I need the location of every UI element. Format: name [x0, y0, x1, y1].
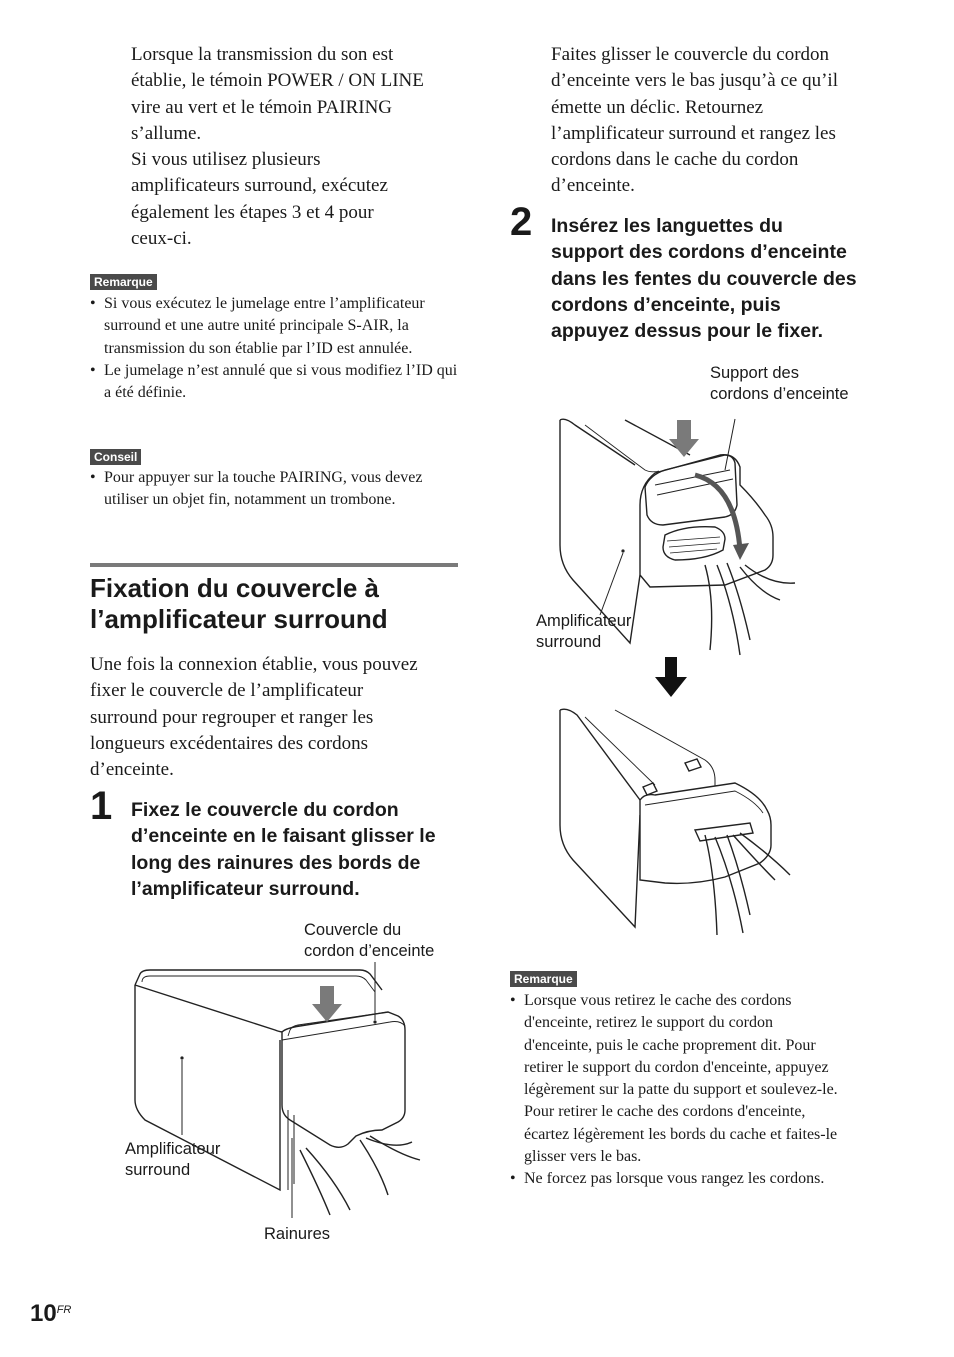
step-2-instruction: [551, 213, 891, 344]
remarque-list-left: [90, 293, 458, 404]
text-line: d’enceinte vers le bas jusqu’à ce qu’il: [551, 70, 838, 92]
list-item: • Pour appuyer sur la touche PAIRING, vous devez utiliser un objet fin, notamment un trombone.: [90, 467, 440, 512]
text-line: s’allume.: [131, 122, 202, 144]
label-line: Support des: [710, 364, 799, 382]
fig1-illustration: [120, 960, 440, 1220]
page-number-value: 10: [30, 1300, 57, 1327]
step-1-number: 1: [90, 784, 113, 828]
text-line: Une fois la connexion établie, vous pouvez: [90, 654, 418, 675]
text-line: émette un déclic. Retournez: [551, 96, 764, 118]
text-line: vire au vert et le témoin PAIRING: [131, 96, 393, 118]
right-intro-paragraph: [551, 42, 891, 200]
remarque-list-right: [510, 990, 890, 1191]
text-line: longueurs excédentaires des cordons: [90, 732, 369, 754]
text-line: support des cordons d’enceinte: [551, 241, 847, 264]
fig2-illustration-top: [555, 415, 800, 660]
text-line: établie, le témoin POWER / ON LINE: [131, 70, 424, 92]
page-number: [30, 1300, 71, 1328]
text-line: d'enceinte, retirez le support du cordon: [524, 1014, 774, 1032]
text-line: d’enceinte.: [90, 759, 174, 781]
text-line: Fixez le couvercle du cordon: [131, 799, 399, 821]
fig2-illustration-bottom: [555, 705, 800, 945]
section-title-line: l’amplificateur surround: [90, 604, 388, 634]
conseil-tag: Conseil: [90, 449, 141, 465]
list-item: [510, 990, 890, 1168]
text-line: Si vous utilisez plusieurs: [131, 149, 321, 171]
text-line: également les étapes 3 et 4 pour: [131, 201, 374, 223]
text-line: l’amplificateur surround et rangez les: [551, 122, 836, 144]
text-line: cordons d’enceinte, puis: [551, 293, 781, 316]
section-rule: [90, 563, 458, 567]
text-line: amplificateurs surround, exécutez: [131, 175, 388, 197]
section-title-line: Fixation du couvercle à: [90, 573, 379, 603]
text-line: ceux-ci.: [131, 228, 192, 250]
down-arrow-icon: [312, 986, 342, 1022]
label-line: Amplificateur: [536, 612, 632, 630]
text-line: l’amplificateur surround.: [131, 877, 360, 900]
label-line: surround: [536, 633, 602, 651]
conseil-list: [90, 467, 440, 512]
text-line: Faites glisser le couvercle du cordon: [551, 44, 830, 65]
remarque-block-left: [90, 273, 157, 291]
text-line: d'enceinte, puis le cache proprement dit. Pour: [524, 1036, 816, 1054]
fig1-label-grooves: Rainures: [264, 1225, 331, 1243]
label-line: cordons d’enceinte: [710, 385, 849, 403]
down-arrow-icon: [669, 420, 699, 457]
fig1-label-cover: [304, 920, 434, 962]
step-2-number: 2: [510, 200, 533, 244]
text-line: • Ne forcez pas lorsque vous rangez les cordons.: [524, 1170, 825, 1188]
label-line: surround: [125, 1161, 191, 1179]
label-line: Amplificateur: [125, 1140, 221, 1158]
text-line: Pour retirer le cache des cordons d'enceinte,: [524, 1103, 806, 1121]
step-1-instruction: [131, 797, 471, 902]
text-line: appuyez dessus pour le fixer.: [551, 320, 824, 343]
list-item: • Le jumelage n’est annulé que si vous modifiez l’ID qui a été définie.: [90, 360, 458, 405]
conseil-block: [90, 448, 141, 466]
text-line: légèrement sur la patte du support et soulevez-le.: [524, 1081, 838, 1099]
section-intro: [90, 652, 460, 783]
remarque-block-right: [510, 970, 577, 988]
text-line: écartez légèrement les bords du cache et faites-le: [524, 1125, 838, 1143]
list-item: [510, 1168, 890, 1190]
list-item: • Si vous exécutez le jumelage entre l’amplificateur surround et une autre unité principale S-AIR, la transmission du son établie par l’ID est annulée.: [90, 293, 458, 360]
text-line: • Lorsque vous retirez le cache des cordons: [524, 992, 792, 1009]
text-line: dans les fentes du couvercle des: [551, 267, 857, 290]
text-line: Insérez les languettes du: [551, 215, 783, 237]
remarque-tag: Remarque: [90, 274, 157, 290]
page-number-suffix: FR: [56, 1304, 72, 1316]
text-line: d’enceinte en le faisant glisser le: [131, 825, 436, 848]
text-line: Lorsque la transmission du son est: [131, 44, 394, 65]
text-line: retirer le support du cordon d'enceinte, appuyez: [524, 1058, 829, 1076]
text-line: long des rainures des bords de: [131, 851, 421, 874]
text-line: d’enceinte.: [551, 175, 635, 197]
text-line: surround pour regrouper et ranger les: [90, 706, 374, 728]
text-line: cordons dans le cache du cordon: [551, 149, 799, 171]
label-line: Couvercle du: [304, 921, 402, 939]
text-line: glisser vers le bas.: [524, 1148, 642, 1166]
remarque-tag: Remarque: [510, 971, 577, 987]
step-arrow-icon: [655, 657, 687, 699]
text-line: fixer le couvercle de l’amplificateur: [90, 680, 364, 702]
fig2-label-support: [710, 363, 849, 405]
label-line: cordon d’enceinte: [304, 942, 435, 960]
left-intro-paragraph: [131, 42, 471, 252]
section-title: [90, 573, 458, 635]
